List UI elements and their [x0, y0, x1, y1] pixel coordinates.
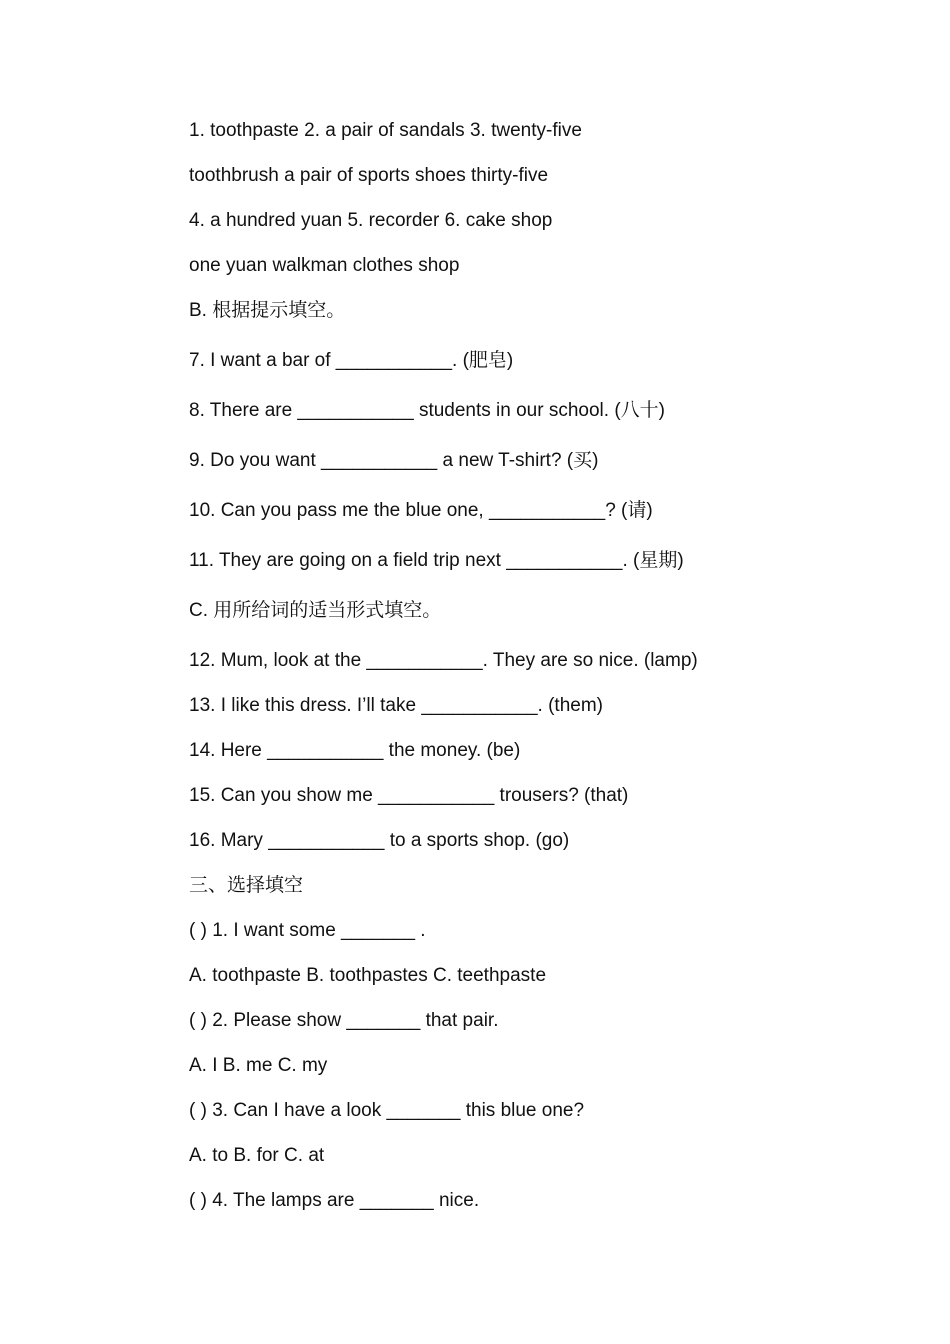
- vocab-line-3: 4. a hundred yuan 5. recorder 6. cake shop: [189, 210, 553, 231]
- question-14: 14. Here ___________ the money. (be): [189, 740, 521, 761]
- question-15: 15. Can you show me ___________ trousers? (that): [189, 785, 629, 806]
- choice-options-3: A. to B. for C. at: [189, 1145, 325, 1166]
- choice-options-2: A. I B. me C. my: [189, 1055, 328, 1076]
- question-11: 11. They are going on a field trip next ___________. (星期): [189, 550, 684, 571]
- choice-question-3: ( ) 3. Can I have a look _______ this blue one?: [189, 1100, 585, 1121]
- choice-question-1: ( ) 1. I want some _______ .: [189, 920, 426, 941]
- section-c-heading: C. 用所给词的适当形式填空。: [189, 600, 442, 621]
- question-13: 13. I like this dress. I’ll take ___________. (them): [189, 695, 604, 716]
- question-10: 10. Can you pass me the blue one, ___________? (请): [189, 500, 653, 521]
- worksheet-page: [189, 118, 909, 1214]
- choice-question-2: ( ) 2. Please show _______ that pair.: [189, 1010, 499, 1031]
- choice-question-4: ( ) 4. The lamps are _______ nice.: [189, 1190, 480, 1211]
- vocab-line-4: one yuan walkman clothes shop: [189, 255, 460, 276]
- question-12: 12. Mum, look at the ___________. They are so nice. (lamp): [189, 650, 698, 671]
- question-7: 7. I want a bar of ___________. (肥皂): [189, 350, 514, 371]
- vocab-line-2: toothbrush a pair of sports shoes thirty-five: [189, 165, 549, 186]
- section-b-heading: B. 根据提示填空。: [189, 300, 346, 321]
- question-16: 16. Mary ___________ to a sports shop. (go): [189, 830, 570, 851]
- vocab-line-1: 1. toothpaste 2. a pair of sandals 3. twenty-five: [189, 120, 582, 141]
- question-9: 9. Do you want ___________ a new T-shirt? (买): [189, 450, 599, 471]
- section-3-heading: 三、选择填空: [189, 875, 304, 896]
- question-8: 8. There are ___________ students in our school. (八十): [189, 400, 665, 421]
- choice-options-1: A. toothpaste B. toothpastes C. teethpaste: [189, 965, 547, 986]
